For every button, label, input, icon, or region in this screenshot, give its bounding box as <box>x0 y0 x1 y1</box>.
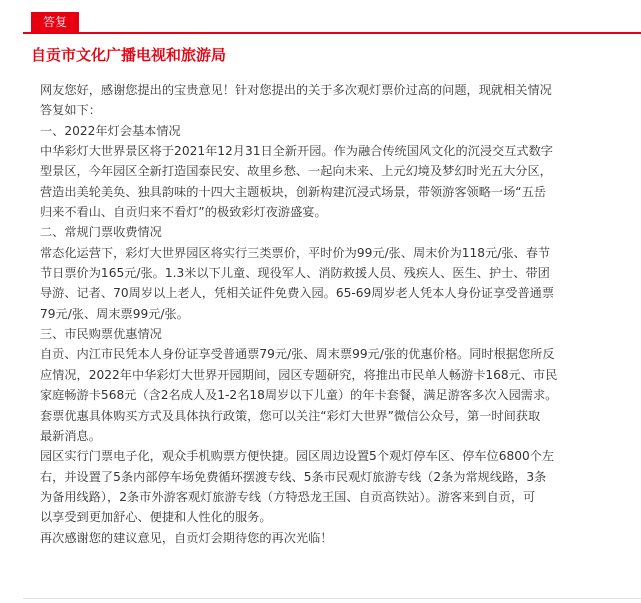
section-heading: 一、2022年灯会基本情况 <box>40 123 181 138</box>
content-line: 答复如下： <box>40 103 101 118</box>
section-heading: 三、市民购票优惠情况 <box>40 327 162 342</box>
content-line: 自贡、内江市民凭本人身份证享受普通票79元/张、周末票99元/张的优惠价格。同时根据您所反 <box>40 347 555 362</box>
content-line: 最新消息。 <box>40 428 101 443</box>
section-heading: 二、常规门票收费情况 <box>40 225 162 240</box>
reply-tag: 答复 <box>31 12 79 32</box>
content-line: 归来不看山、自贡归来不看灯”的极致彩灯夜游盛宴。 <box>40 205 327 220</box>
content-line: 营造出美轮美奂、独具韵味的十四大主题板块，创新构建沉浸式场景，带领游客领略一场“五岳 <box>40 184 547 199</box>
content-line: 套票优惠具体购买方式及具体执行政策，您可以关注“彩灯大世界”微信公众号，第一时间获取 <box>40 408 541 423</box>
content-line: 右，并设置了5条内部停车场免费循环摆渡专线、5条市民观灯旅游专线（2条为常规线路，3条 <box>40 469 547 484</box>
page-title: 自贡市文化广播电视和旅游局 <box>31 46 227 64</box>
content-line: 网友您好，感谢您提出的宝贵意见！针对您提出的关于多次观灯票价过高的问题，现就相关情况 <box>40 83 552 97</box>
content-line: 79元/张、周末票99元/张。 <box>40 306 189 321</box>
content-line: 中华彩灯大世界景区将于2021年12月31日全新开园。作为融合传统国风文化的沉浸交互式数字 <box>40 144 553 159</box>
content-line: 园区实行门票电子化，观众手机购票方便快捷。园区周边设置5个观灯停车区、停车位6800个左 <box>40 449 555 464</box>
header-divider <box>23 32 641 34</box>
content-line: 型景区，今年园区全新打造国泰民安、故里乡愁、一起向未来、上元幻境及梦幻时光五大分区， <box>40 164 552 179</box>
reply-content <box>40 80 620 548</box>
content-line: 节日票价为165元/张。1.3米以下儿童、现役军人、消防救援人员、残疾人、医生、护士、带团 <box>40 266 550 281</box>
content-line: 再次感谢您的建议意见，自贡灯会期待您的再次光临！ <box>40 530 333 545</box>
content-line: 家庭畅游卡568元（含2名成人及1-2名18周岁以下儿童）的年卡套餐，满足游客多次入园需求。 <box>40 388 558 403</box>
content-line: 以享受到更加舒心、便捷和人性化的服务。 <box>40 510 272 525</box>
content-line: 为备用线路），2条市外游客观灯旅游专线（方特恐龙王国、自贡高铁站）。游客来到自贡，可 <box>40 489 536 504</box>
content-line: 应情况，2022年中华彩灯大世界开园期间，园区专题研究，将推出市民单人畅游卡168元、市民 <box>40 367 558 382</box>
content-line: 导游、记者、70周岁以上老人，凭相关证件免费入园。65-69周岁老人凭本人身份证享受普通票 <box>40 286 555 301</box>
footer-divider <box>23 598 641 599</box>
content-line: 常态化运营下，彩灯大世界园区将实行三类票价，平时价为99元/张、周末价为118元/张、春节 <box>40 245 551 260</box>
